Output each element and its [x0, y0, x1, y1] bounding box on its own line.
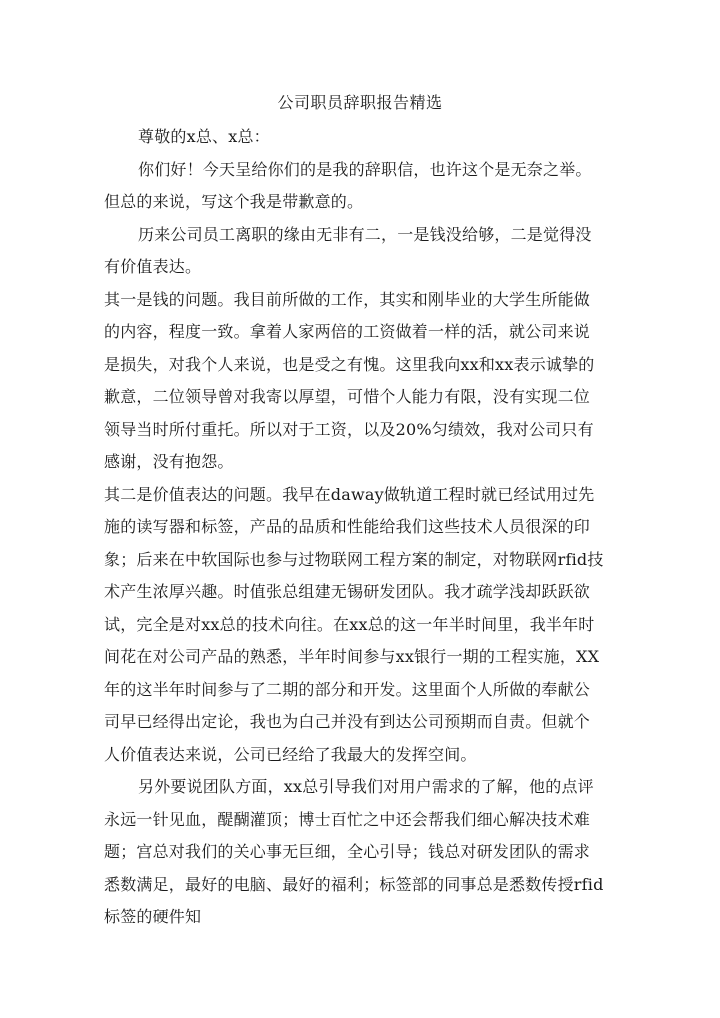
- document-body: [104, 121, 604, 934]
- paragraph-money: 其一是钱的问题。我目前所做的工作，其实和刚毕业的大学生所能做的内容，程度一致。拿着人家两倍的工资做着一样的活，就公司来说是损失，对我个人来说，也是受之有愧。这里我向xx和xx表示诚挚的歉意，二位领导曾对我寄以厚望，可惜个人能力有限，没有实现二位领导当时所付重托。所以对于工资，以及20%匀绩效，我对公司只有感谢，没有抱怨。: [104, 289, 595, 471]
- paragraph-value: 其二是价值表达的问题。我早在daway做轨道工程时就已经试用过先施的读写器和标签，产品的品质和性能给我们这些技术人员很深的印象；后来在中软国际也参与过物联网工程方案的制定，对物联网rfid技术产生浓厚兴趣。时值张总组建无锡研发团队。我才疏学浅却跃跃欲试，完全是对xx总的技术向往。在xx总的这一年半时间里，我半年时间花在对公司产品的熟悉，半年时间参与xx银行一期的工程实施，XX年的这半年时间参与了二期的部分和开发。这里面个人所做的奉献公司早已经得出定论，我也为白己并没有到达公司预期而自责。但就个人价值表达来说，公司已经给了我最大的发挥空间。: [104, 484, 604, 764]
- paragraph-greeting: 你们好！今天呈给你们的是我的辞职信，也许这个是无奈之举。但总的来说，写这个我是带歉意的。: [104, 159, 592, 211]
- document-title: 公司职员辞职报告精选: [277, 93, 443, 112]
- paragraph-reasons: 历来公司员工离职的缘由无非有二，一是钱没给够，二是觉得没有价值表达。: [104, 224, 592, 276]
- paragraph-team: 另外要说团队方面，xx总引导我们对用户需求的了解，他的点评永远一针见血，醍醐灌顶；博士百忙之中还会帮我们细心解决技术难题；宫总对我们的关心事无巨细，全心引导；钱总对研发团队的需求悉数满足，最好的电脑、最好的福利；标签部的同事总是悉数传授rfid标签的硬件知: [104, 777, 604, 926]
- salutation: 尊敬的x总、x总：: [138, 127, 270, 146]
